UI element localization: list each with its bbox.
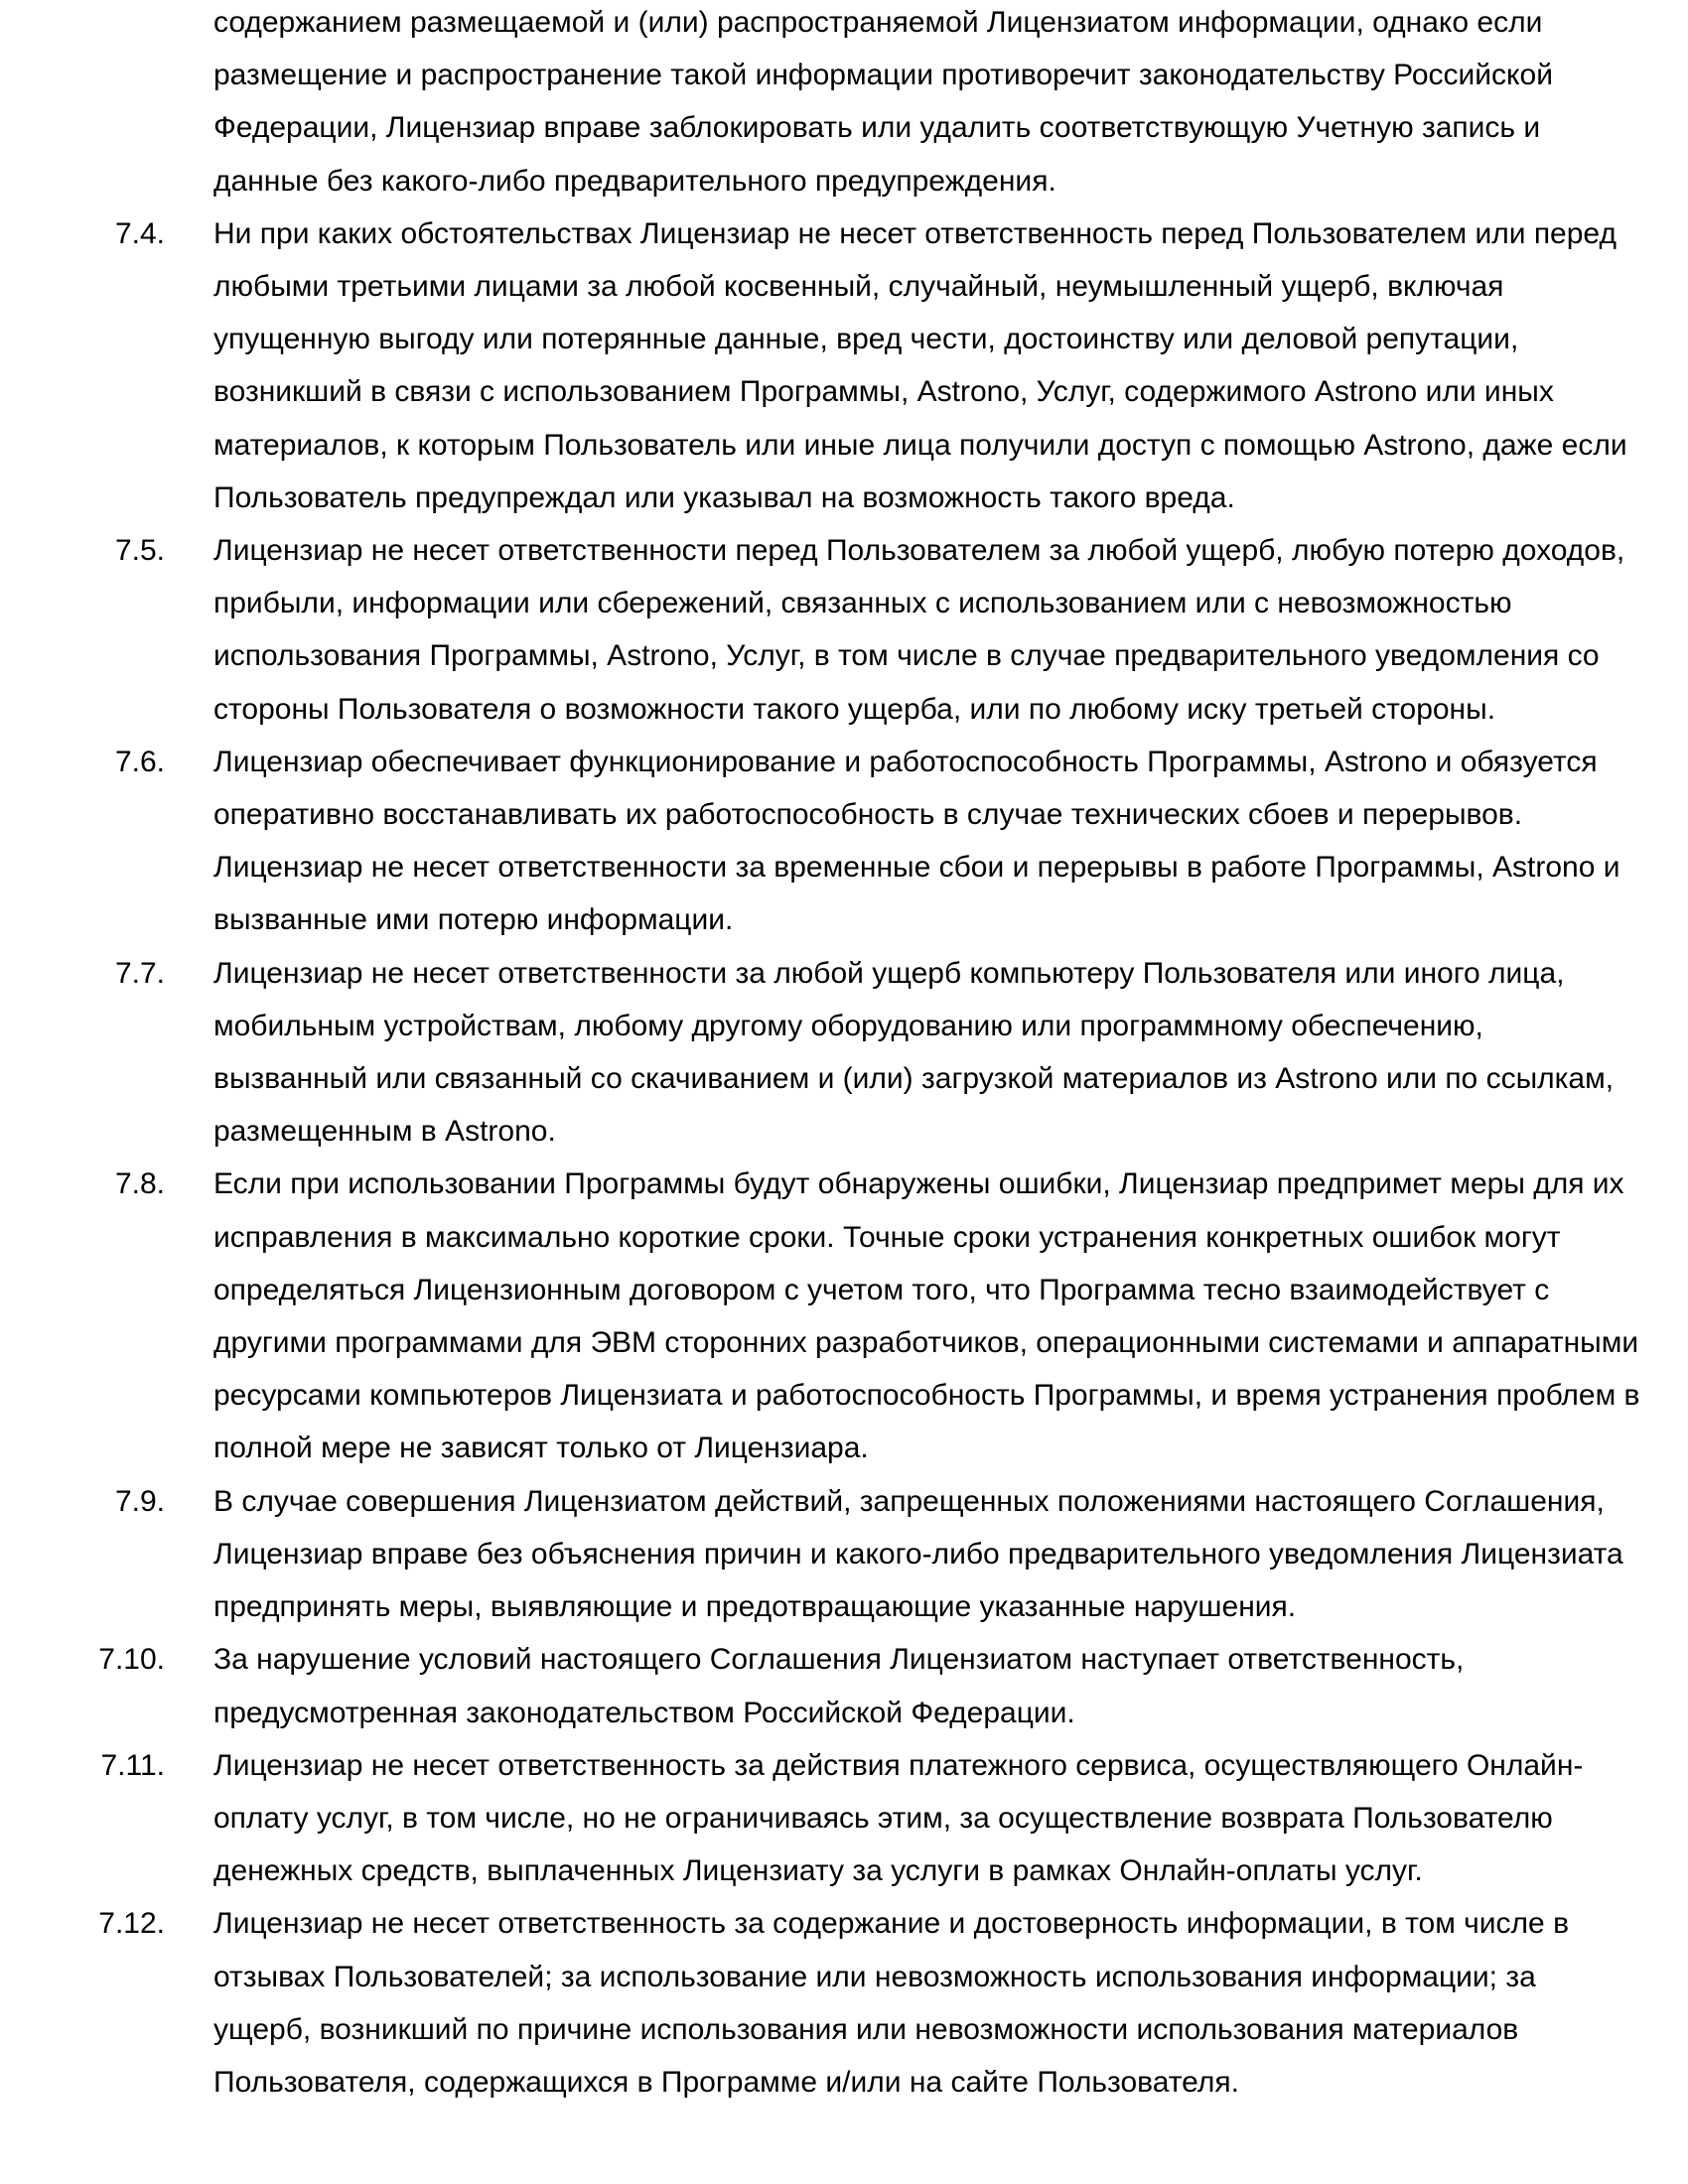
text-line: оплату услуг, в том числе, но не ограничиваясь этим, за осуществление возврата Пользователю xyxy=(213,1801,1553,1835)
clause-7-12 xyxy=(0,1897,1688,2109)
clause-7-8 xyxy=(0,1158,1688,1474)
text-line: содержанием размещаемой и (или) распространяемой Лицензиатом информации, однако если xyxy=(213,6,1543,39)
text-line: Лицензиар не несет ответственности за любой ущерб компьютеру Пользователя или иного лица, xyxy=(213,956,1565,990)
text-line: размещение и распространение такой информации противоречит законодательству Российской xyxy=(213,59,1553,92)
text-line: денежных средств, выплаченных Лицензиату за услуги в рамках Онлайн-оплаты услуг. xyxy=(213,1854,1423,1888)
text-line: ресурсами компьютеров Лицензиата и работоспособность Программы, и время устранения проблем в xyxy=(213,1379,1640,1413)
text-line: Лицензиар не несет ответственность за действия платежного сервиса, осуществляющего Онлайн- xyxy=(213,1748,1584,1782)
text-line: вызванные ими потерю информации. xyxy=(213,903,734,937)
clause-text xyxy=(213,1897,1688,2109)
text-line: Лицензиар не несет ответственность за содержание и достоверность информации, в том числе в xyxy=(213,1907,1569,1941)
text-line: прибыли, информации или сбережений, связанных с использованием или с невозможностью xyxy=(213,587,1512,620)
text-line: возникший в связи с использованием Программы, Astrono, Услуг, содержимого Astrono или иных xyxy=(213,375,1554,409)
text-line: Федерации, Лицензиар вправе заблокировать или удалить соответствующую Учетную запись и xyxy=(213,111,1541,145)
text-line: данные без какого-либо предварительного предупреждения. xyxy=(213,164,1056,198)
clause-7-10 xyxy=(0,1633,1688,1738)
text-line: В случае совершения Лицензиатом действий, запрещенных положениями настоящего Соглашения, xyxy=(213,1484,1605,1518)
clause-7-4 xyxy=(0,207,1688,524)
text-line: Лицензиар вправе без объяснения причин и какого-либо предварительного уведомления Лицензиата xyxy=(213,1537,1623,1570)
text-line: отзывах Пользователей; за использование или невозможность использования информации; за xyxy=(213,1960,1536,1993)
clause-number: 7.8. xyxy=(114,1167,165,1201)
clause-text xyxy=(213,207,1688,524)
text-line: предпринять меры, выявляющие и предотвращающие указанные нарушения. xyxy=(213,1590,1297,1624)
clause-7-7 xyxy=(0,947,1688,1159)
text-line: использования Программы, Astrono, Услуг, в том числе в случае предварительного уведомления со xyxy=(213,639,1600,673)
text-line: размещенным в Astrono. xyxy=(213,1115,556,1149)
text-line: исправления в максимально короткие сроки. Точные сроки устранения конкретных ошибок могут xyxy=(213,1220,1561,1254)
clause-7-6 xyxy=(0,736,1688,947)
text-line: Лицензиар не несет ответственности за временные сбои и перерывы в работе Программы, Astrono и xyxy=(213,851,1620,885)
clause-continuation xyxy=(0,0,1688,207)
text-line: Ни при каких обстоятельствах Лицензиар не несет ответственность перед Пользователем или перед xyxy=(213,216,1617,250)
text-line: За нарушение условий настоящего Соглашения Лицензиатом наступает ответственность, xyxy=(213,1643,1465,1677)
clause-text xyxy=(213,1475,1688,1634)
text-line: Пользователь предупреждал или указывал на возможность такого вреда. xyxy=(213,480,1235,514)
clause-7-9 xyxy=(0,1475,1688,1634)
text-line: предусмотренная законодательством Российской Федерации. xyxy=(213,1696,1075,1729)
text-line: стороны Пользователя о возможности такого ущерба, или по любому иску третьей стороны. xyxy=(213,692,1496,726)
text-line: Пользователя, содержащихся в Программе и/или на сайте Пользователя. xyxy=(213,2065,1239,2099)
clause-number: 7.4. xyxy=(114,216,165,250)
clause-number: 7.5. xyxy=(114,534,165,568)
clause-number: 7.10. xyxy=(98,1643,165,1677)
clause-number: 7.12. xyxy=(98,1907,165,1941)
clause-7-5 xyxy=(0,524,1688,736)
clause-number: 7.9. xyxy=(114,1484,165,1518)
text-line: Лицензиар обеспечивает функционирование и работоспособность Программы, Astrono и обязуется xyxy=(213,745,1598,778)
text-line: полной мере не зависят только от Лицензиара. xyxy=(213,1432,869,1465)
clause-text xyxy=(213,947,1688,1159)
clause-7-11 xyxy=(0,1739,1688,1898)
clause-text xyxy=(213,1633,1688,1738)
text-line: другими программами для ЭВМ сторонних разработчиков, операционными системами и аппаратными xyxy=(213,1326,1639,1360)
text-line: упущенную выгоду или потерянные данные, вред чести, достоинству или деловой репутации, xyxy=(213,323,1519,356)
text-line: материалов, к которым Пользователь или иные лица получили доступ с помощью Astrono, даже если xyxy=(213,428,1627,462)
text-line: определяться Лицензионным договором с учетом того, что Программа тесно взаимодействует с xyxy=(213,1273,1550,1306)
text-line: оперативно восстанавливать их работоспособность в случае технических сбоев и перерывов. xyxy=(213,798,1523,832)
clause-text xyxy=(213,1739,1688,1898)
clause-number: 7.7. xyxy=(114,956,165,990)
text-line: любыми третьими лицами за любой косвенный, случайный, неумышленный ущерб, включая xyxy=(213,270,1504,304)
text-line: Лицензиар не несет ответственности перед Пользователем за любой ущерб, любую потерю доходов, xyxy=(213,534,1625,568)
clause-text xyxy=(213,1158,1688,1474)
text-line: мобильным устройствам, любому другому оборудованию или программному обеспечению, xyxy=(213,1009,1483,1042)
clause-text xyxy=(213,736,1688,947)
text-line: Если при использовании Программы будут обнаружены ошибки, Лицензиар предпримет меры для их xyxy=(213,1167,1624,1201)
clause-text xyxy=(213,0,1688,207)
clause-text xyxy=(213,524,1688,736)
text-line: ущерб, возникший по причине использования или невозможности использования материалов xyxy=(213,2012,1519,2046)
text-line: вызванный или связанный со скачиванием и (или) загрузкой материалов из Astrono или по ссылкам, xyxy=(213,1062,1615,1096)
clause-number: 7.11. xyxy=(100,1748,165,1782)
clause-number: 7.6. xyxy=(114,745,165,778)
